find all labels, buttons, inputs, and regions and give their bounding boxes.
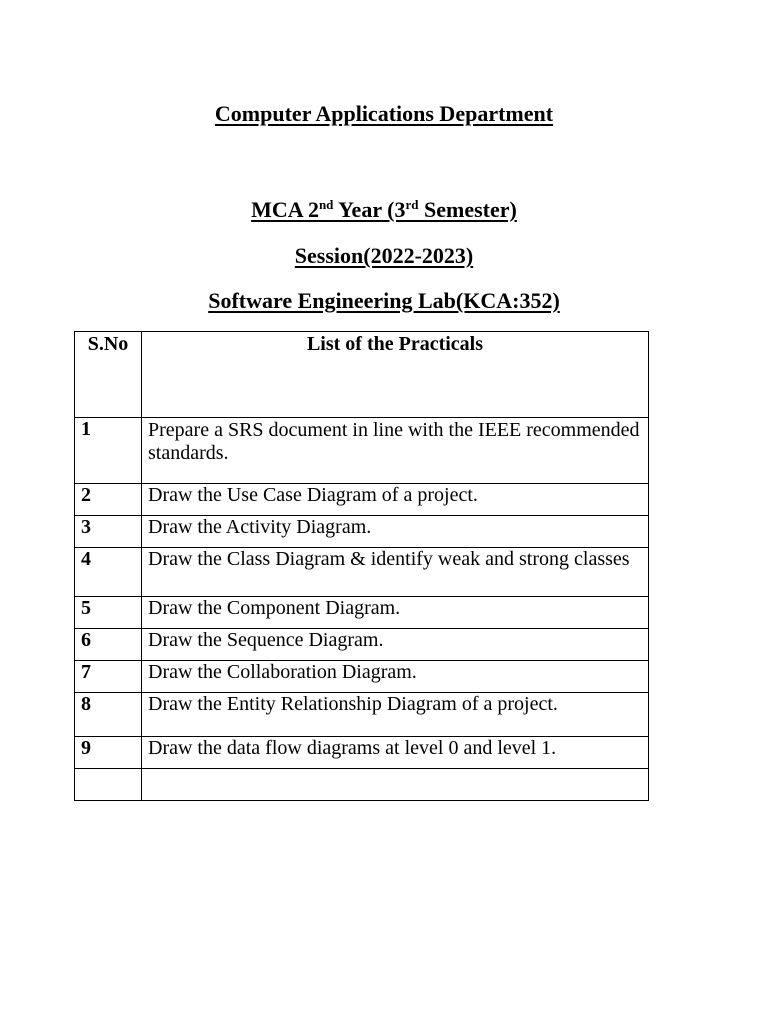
row-sno: 4 (75, 548, 142, 597)
row-practical: Draw the Component Diagram. (142, 597, 649, 629)
department-heading (0, 101, 768, 127)
practicals-column-header: List of the Practicals (142, 332, 649, 418)
lab-heading (0, 288, 768, 314)
row-sno: 6 (75, 629, 142, 661)
table-row (75, 484, 649, 516)
practicals-table (74, 331, 649, 801)
table-row (75, 597, 649, 629)
table-row (75, 737, 649, 769)
table-row-empty (75, 769, 649, 801)
table-row (75, 418, 649, 484)
row-practical: Draw the Use Case Diagram of a project. (142, 484, 649, 516)
row-practical: Draw the Class Diagram & identify weak and strong classes (142, 548, 649, 597)
table-row (75, 629, 649, 661)
course-heading (0, 197, 768, 223)
row-sno: 8 (75, 693, 142, 737)
row-sno: 2 (75, 484, 142, 516)
row-practical (142, 769, 649, 801)
department-title: Computer Applications Department (214, 101, 554, 126)
row-sno: 5 (75, 597, 142, 629)
session-heading (0, 243, 768, 269)
table-row (75, 693, 649, 737)
row-sno: 9 (75, 737, 142, 769)
row-practical: Draw the Sequence Diagram. (142, 629, 649, 661)
table-row (75, 548, 649, 597)
row-practical: Draw the Entity Relationship Diagram of a project. (142, 693, 649, 737)
lab-title: Software Engineering Lab(KCA:352) (208, 288, 560, 313)
session-title: Session(2022-2023) (294, 243, 474, 268)
table-row (75, 661, 649, 693)
row-sno (75, 769, 142, 801)
row-practical: Draw the data flow diagrams at level 0 and level 1. (142, 737, 649, 769)
row-sno: 7 (75, 661, 142, 693)
row-sno: 1 (75, 418, 142, 484)
course-title: MCA 2nd Year (3rd Semester) (251, 197, 517, 222)
table-header-row (75, 332, 649, 418)
row-sno: 3 (75, 516, 142, 548)
table-row (75, 516, 649, 548)
row-practical: Draw the Collaboration Diagram. (142, 661, 649, 693)
row-practical: Prepare a SRS document in line with the IEEE recommended standards. (142, 418, 649, 484)
sno-column-header: S.No (75, 332, 142, 418)
row-practical: Draw the Activity Diagram. (142, 516, 649, 548)
